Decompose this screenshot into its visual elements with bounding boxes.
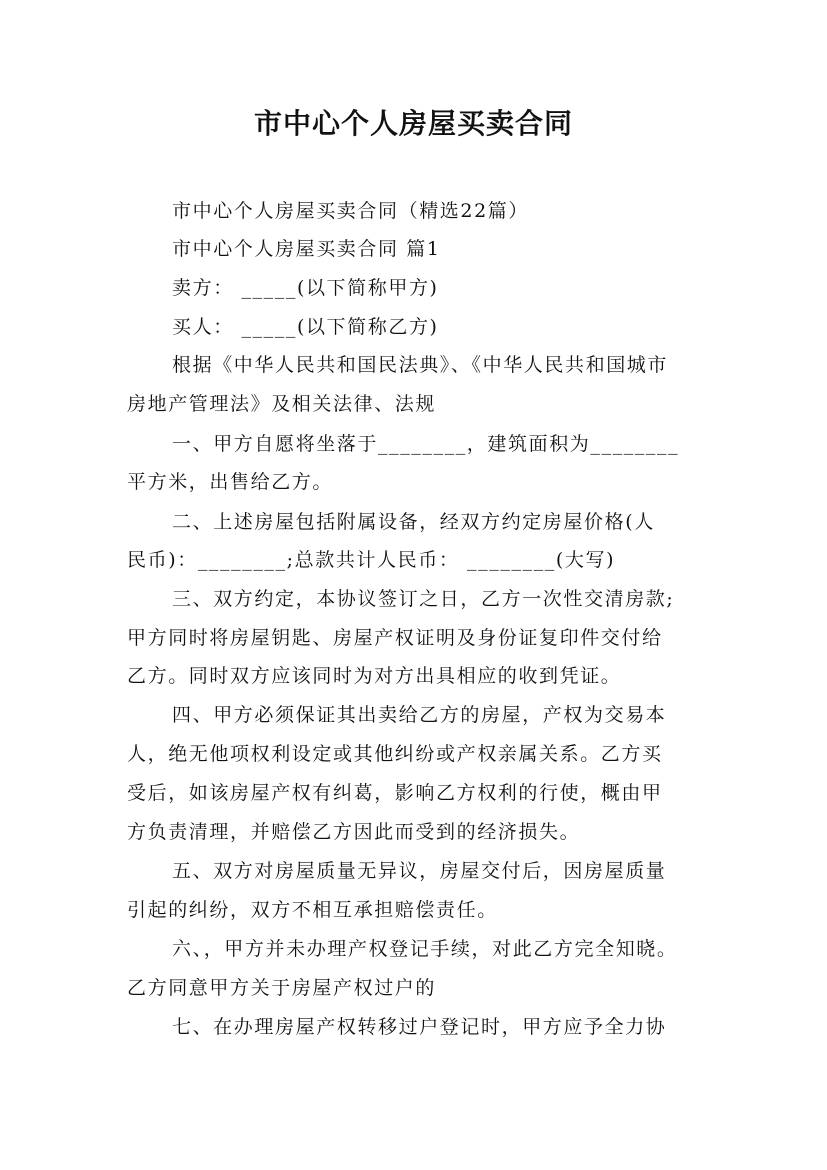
clause-line: 六、，甲方并未办理产权登记手续，对此乙方完全知晓。	[172, 938, 678, 960]
clause-line: 五、双方对房屋质量无异议，房屋交付后，因房屋质量	[172, 860, 667, 882]
paragraph-line: 根据《中华人民共和国民法典》、《中华人民共和国城市	[172, 354, 669, 376]
clause-line: 方负责清理，并赔偿乙方因此而受到的经济损失。	[127, 821, 581, 843]
clause-line: 甲方同时将房屋钥匙、房屋产权证明及身份证复印件交付给	[127, 627, 663, 649]
clause-line: 七、在办理房屋产权转移过户登记时，甲方应予全力协	[172, 1016, 667, 1038]
paragraph-line: 房地产管理法》及相关法律、法规	[127, 393, 437, 415]
buyer-line: 买人： _____(以下简称乙方)	[172, 316, 439, 338]
clause-line: 四、甲方必须保证其出卖给乙方的房屋，产权为交易本	[172, 704, 667, 726]
clause-line: 一、甲方自愿将坐落于________，建筑面积为________	[172, 433, 680, 455]
clause-line: 三、双方约定，本协议签订之日，乙方一次性交清房款;	[172, 588, 675, 610]
clause-line: 人，绝无他项权利设定或其他纠纷或产权亲属关系。乙方买	[127, 743, 663, 765]
clause-line: 民币)：________;总款共计人民币： ________(大写)	[127, 549, 616, 571]
clause-line: 乙方。同时双方应该同时为对方出具相应的收到凭证。	[127, 665, 622, 687]
seller-line: 卖方： _____(以下简称甲方)	[172, 277, 439, 299]
document-title: 市中心个人房屋买卖合同	[253, 107, 573, 140]
clause-line: 二、上述房屋包括附属设备，经双方约定房屋价格(人	[172, 511, 655, 533]
clause-line: 平方米，出售给乙方。	[127, 471, 334, 493]
clause-line: 乙方同意甲方关于房屋产权过户的	[127, 977, 437, 999]
clause-line: 引起的纠纷，双方不相互承担赔偿责任。	[127, 899, 498, 921]
clause-line: 受后，如该房屋产权有纠葛，影响乙方权利的行使，概由甲	[127, 782, 663, 804]
section-heading: 市中心个人房屋买卖合同 篇1	[172, 238, 441, 260]
subtitle-line: 市中心个人房屋买卖合同（精选22篇）	[172, 200, 529, 222]
